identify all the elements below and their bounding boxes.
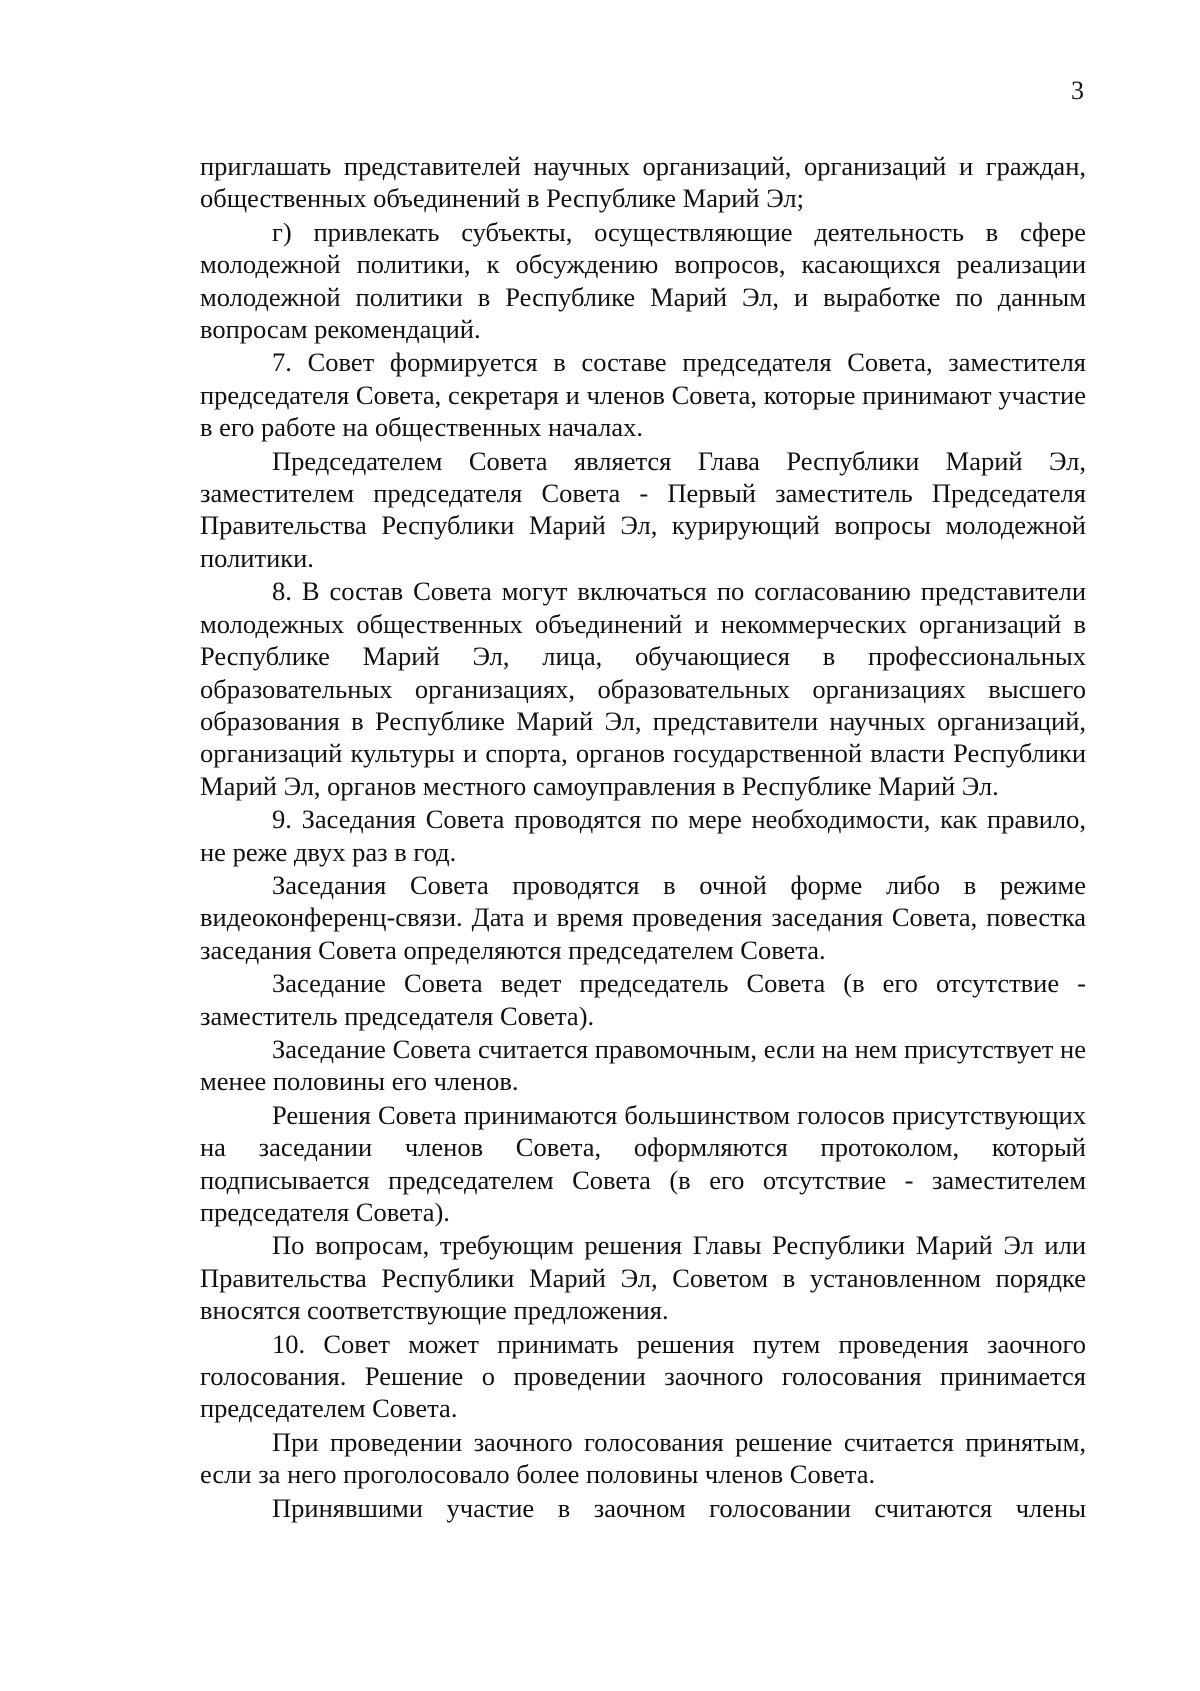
paragraph: Решения Совета принимаются большинством голосов присутствующих на заседании членов Совета, оформляются протоколом, который подписывается председателем Совета (в его отсутствие - заместителем председателя Совета). [200,1099,1086,1227]
paragraph: Заседание Совета ведет председатель Совета (в его отсутствие - заместитель председателя Совета). [200,968,1086,1031]
paragraph: Заседания Совета проводятся в очной форме либо в режиме видеоконференц-связи. Дата и время проведения заседания Совета, повестка заседания Совета определяются председателем Совета. [200,869,1086,965]
paragraph: Заседание Совета считается правомочным, если на нем присутствует не менее половины его членов. [200,1033,1086,1097]
paragraph: 7. Совет формируется в составе председателя Совета, заместителя председателя Совета, секретаря и членов Совета, которые принимают участие в его работе на общественных началах. [200,347,1086,443]
page-number: 3 [1071,76,1084,105]
paragraph: Принявшими участие в заочном голосовании считаются члены [272,1492,1086,1523]
paragraph: По вопросам, требующим решения Главы Республики Марий Эл или Правительства Республики Марий Эл, Советом в установленном порядке вносятся соответствующие предложения. [200,1230,1086,1326]
paragraph: 9. Заседания Совета проводятся по мере необходимости, как правило, не реже двух раз в год. [200,804,1086,867]
paragraph: При проведении заочного голосования решение считается принятым, если за него проголосовало более половины членов Совета. [200,1426,1086,1490]
paragraph: приглашать представителей научных организаций, организаций и граждан, общественных объединений в Республике Марий Эл; [200,151,1086,214]
paragraph: г) привлекать субъекты, осуществляющие деятельность в сфере молодежной политики, к обсуждению вопросов, касающихся реализации молодежной политики в Республике Марий Эл, и выработке по данным вопросам рекомендаций. [200,216,1086,345]
document-body [200,150,1086,1525]
paragraph: Председателем Совета является Глава Республики Марий Эл, заместителем председателя Совета - Первый заместитель Председателя Правительства Республики Марий Эл, курирующий вопросы молодежной политики. [200,445,1086,573]
paragraph: 10. Совет может принимать решения путем проведения заочного голосования. Решение о проведении заочного голосования принимается председателем Совета. [200,1328,1086,1424]
paragraph: 8. В состав Совета могут включаться по согласованию представители молодежных общественных объединений и некоммерческих организаций в Республике Марий Эл, лица, обучающиеся в профессиональных образовательных организациях, образовательных организациях высшего образования в Республике Марий Эл, представители научных организаций, организаций культуры и спорта, органов государственной власти Республики Марий Эл, органов местного самоуправления в Республике Марий Эл. [200,576,1086,801]
